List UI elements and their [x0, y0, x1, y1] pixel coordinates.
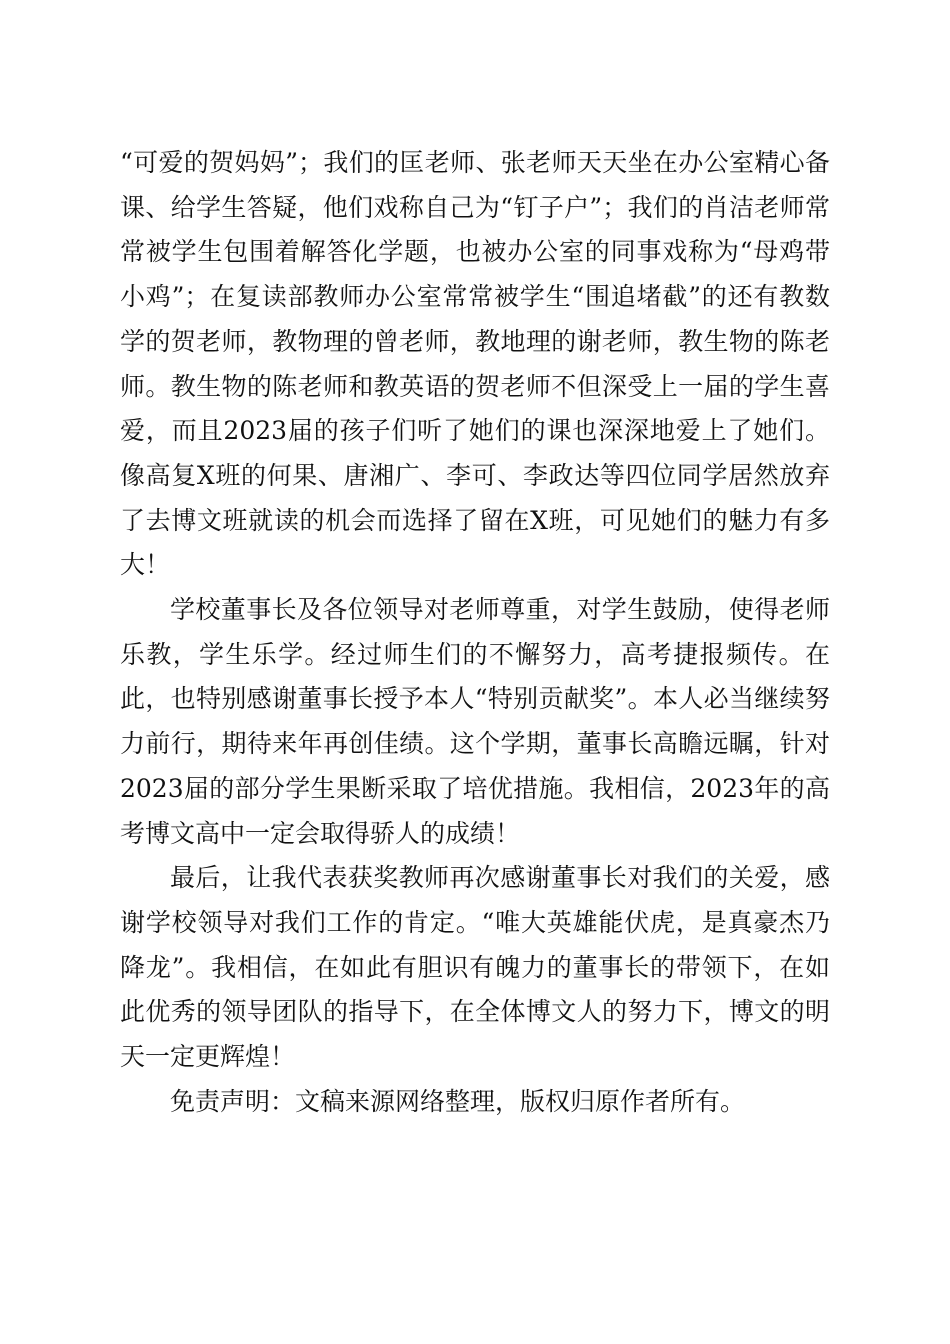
paragraph-disclaimer: 免责声明：文稿来源网络整理，版权归原作者所有。: [170, 1086, 746, 1116]
paragraph-teachers-praise: “可爱的贺妈妈”；我们的匡老师、张老师天天坐在办公室精心备课、给学生答疑，他们戏称自己为“钉子户”；我们的肖洁老师常常被学生包围着解答化学题，也被办公室的同事戏称为“母鸡带小鸡”；在复读部教师办公室常常被学生“围追堵截”的还有教数学的贺老师，教物理的曾老师，教地理的谢老师，教生物的陈老师。教生物的陈老师和教英语的贺老师不但深受上一届的学生喜爱，而且2023届的孩子们听了她们的课也深深地爱上了她们。像高复X班的何果、唐湘广、李可、李政达等四位同学居然放弃了去博文班就读的机会而选择了留在X班，可见她们的魅力有多大！: [120, 148, 830, 580]
paragraph-leadership-thanks: 学校董事长及各位领导对老师尊重，对学生鼓励，使得老师乐教，学生乐学。经过师生们的不懈努力，高考捷报频传。在此，也特别感谢董事长授予本人“特别贡献奖”。本人必当继续努力前行，期待来年再创佳绩。这个学期，董事长高瞻远瞩，针对2023届的部分学生果断采取了培优措施。我相信，2023年的高考博文高中一定会取得骄人的成绩！: [120, 595, 830, 848]
document-body: [120, 141, 830, 1124]
paragraph-closing: 最后，让我代表获奖教师再次感谢董事长对我们的关爱，感谢学校领导对我们工作的肯定。“唯大英雄能伏虎，是真豪杰乃降龙”。我相信，在如此有胆识有魄力的董事长的带领下，在如此优秀的领导团队的指导下，在全体博文人的努力下，博文的明天一定更辉煌！: [120, 863, 830, 1072]
